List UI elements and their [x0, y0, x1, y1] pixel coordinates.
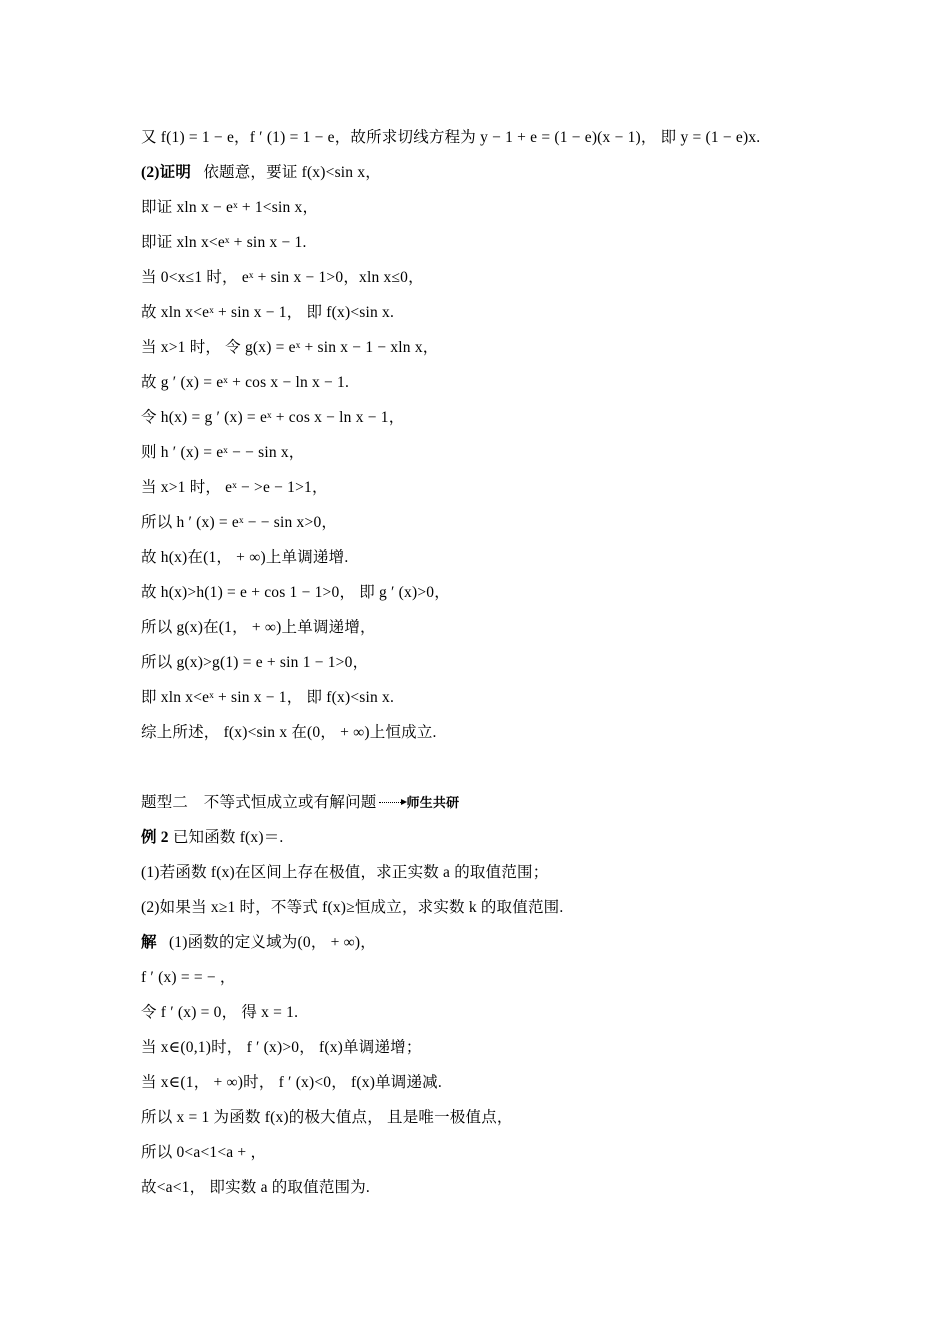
solution-line — [141, 933, 376, 953]
section-heading — [141, 793, 459, 814]
text-line: 即 xln x<eˣ + sin x − 1， 即 f(x)<sin x. — [141, 689, 395, 706]
text-line: 故 h(x)在(1， + ∞)上单调递增. — [141, 549, 349, 566]
text-line: 当 x∈(0,1)时， f ′ (x)>0， f(x)单调递增； — [141, 1039, 422, 1056]
example-label: 例 2 — [141, 829, 169, 846]
proof-label: (2)证明 — [141, 164, 192, 181]
section-badge: 师生共研 — [406, 796, 460, 811]
example-text: 已知函数 f(x)＝. — [172, 829, 284, 846]
text-line: 令 h(x) = g ′ (x) = eˣ + cos x − ln x − 1， — [141, 409, 405, 426]
section-title: 题型二 不等式恒成立或有解问题 — [141, 794, 377, 811]
text-line: 当 x>1 时， 令 g(x) = eˣ + sin x − 1 − xln x， — [141, 339, 439, 356]
text-line: 故 g ′ (x) = eˣ + cos x − ln x − 1. — [141, 374, 350, 391]
text-line: 即证 xln x − eˣ + 1<sin x， — [141, 199, 319, 216]
text-line: 当 x>1 时， eˣ − >e − 1>1， — [141, 479, 328, 496]
text-line: 即证 xln x<eˣ + sin x − 1. — [141, 234, 307, 251]
arrow-icon — [379, 802, 405, 803]
text-line: 又 f(1) = 1 − e，f ′ (1) = 1 − e，故所求切线方程为 y − 1 + e = (1 − e)(x − 1)， 即 y = (1 − e)x. — [141, 129, 761, 146]
example-line — [141, 828, 284, 848]
text-line: 则 h ′ (x) = eˣ − − sin x， — [141, 444, 305, 461]
solution-text: (1)函数的定义域为(0， + ∞)， — [168, 934, 376, 951]
text-line: 所以 g(x)在(1， + ∞)上单调递增， — [141, 619, 376, 636]
text-line: f ′ (x) = = − ， — [141, 969, 236, 986]
text-line: 故<a<1， 即实数 a 的取值范围为. — [141, 1179, 370, 1196]
text-line: 令 f ′ (x) = 0， 得 x = 1. — [141, 1004, 299, 1021]
text-line: 故 h(x)>h(1) = e + cos 1 − 1>0， 即 g ′ (x)>0， — [141, 584, 450, 601]
text-line: 所以 0<a<1<a + ， — [141, 1144, 267, 1161]
question-line: (1)若函数 f(x)在区间上存在极值，求正实数 a 的取值范围； — [141, 864, 549, 881]
text-line: 当 0<x≤1 时， eˣ + sin x − 1>0，xln x≤0， — [141, 269, 424, 286]
text-line: 所以 x = 1 为函数 f(x)的极大值点， 且是唯一极值点， — [141, 1109, 513, 1126]
text-line: 所以 h ′ (x) = eˣ − − sin x>0， — [141, 514, 338, 531]
question-line: (2)如果当 x≥1 时，不等式 f(x)≥恒成立，求实数 k 的取值范围. — [141, 899, 564, 916]
text-line: 故 xln x<eˣ + sin x − 1， 即 f(x)<sin x. — [141, 304, 395, 321]
text-line: 所以 g(x)>g(1) = e + sin 1 − 1>0， — [141, 654, 369, 671]
solution-label: 解 — [141, 934, 157, 951]
text-line: 当 x∈(1， + ∞)时， f ′ (x)<0， f(x)单调递减. — [141, 1074, 442, 1091]
text-line — [141, 163, 381, 183]
proof-text: 依题意，要证 f(x)<sin x， — [203, 164, 381, 181]
text-line: 综上所述， f(x)<sin x 在(0， + ∞)上恒成立. — [141, 724, 437, 741]
